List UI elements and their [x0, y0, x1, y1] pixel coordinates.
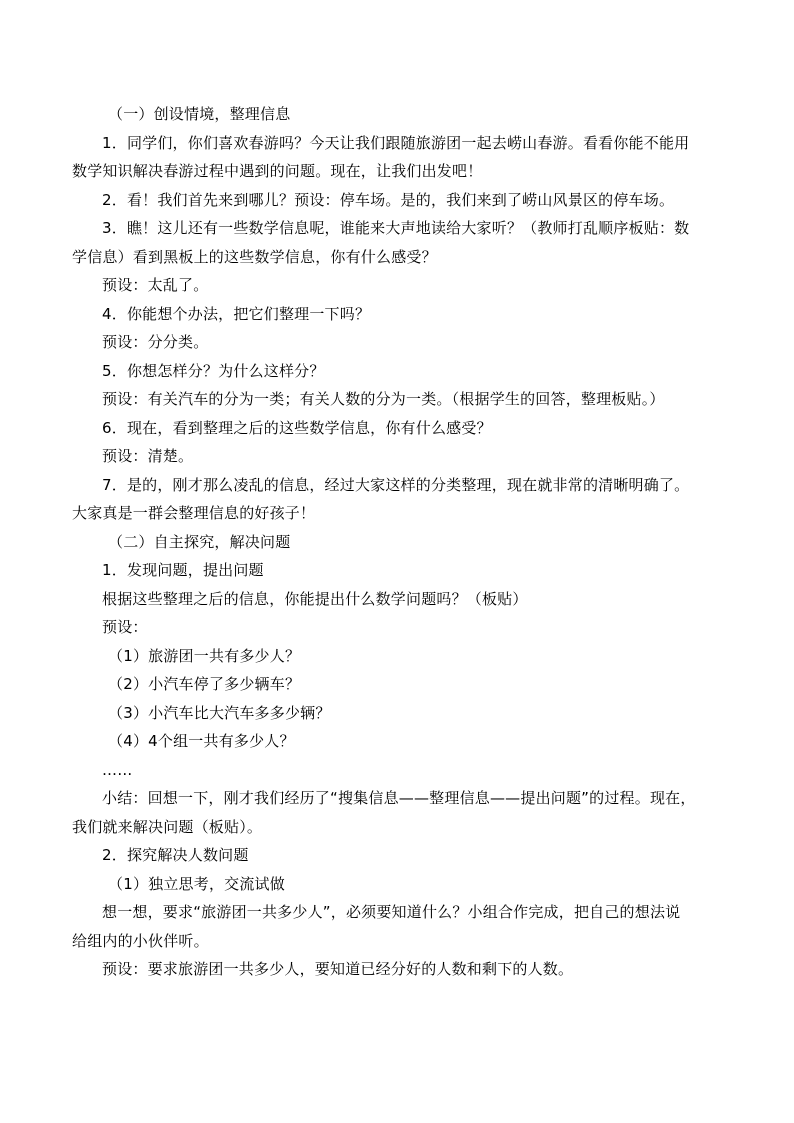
paragraph-line: 3．瞧！这儿还有一些数学信息呢，谁能来大声地读给大家听？（教师打乱顺序板贴：数 [102, 219, 690, 237]
paragraph-line: 预设：太乱了。 [102, 276, 209, 294]
paragraph-line: （4）4个组一共有多少人？ [108, 732, 295, 750]
paragraph-line: 预设：有关汽车的分为一类；有关人数的分为一类。（根据学生的回答，整理板贴。） [102, 390, 665, 408]
paragraph-line: 大家真是一群会整理信息的好孩子！ [72, 504, 316, 522]
paragraph-line: 预设： [102, 618, 148, 636]
paragraph-line: 1．发现问题，提出问题 [102, 561, 264, 579]
paragraph-line: 2．探究解决人数问题 [102, 846, 249, 864]
paragraph-line: 2．看！我们首先来到哪儿？预设：停车场。是的，我们来到了崂山风景区的停车场。 [102, 190, 675, 209]
paragraph-line: （1）独立思考，交流试做 [108, 874, 285, 893]
paragraph-line: 预设：清楚。 [102, 447, 194, 465]
paragraph-line: 6．现在，看到整理之后的这些数学信息，你有什么感受？ [102, 418, 492, 437]
paragraph-line: 根据这些整理之后的信息，你能提出什么数学问题吗？（板贴） [102, 589, 528, 608]
paragraph-line: （2）小汽车停了多少辆车？ [108, 675, 301, 693]
paragraph-line: 给组内的小伙伴听。 [72, 931, 209, 950]
document-body [72, 100, 722, 984]
paragraph-line: （一）创设情境，整理信息 [108, 105, 291, 123]
paragraph-line: 学信息）看到黑板上的这些数学信息，你有什么感受？ [72, 247, 437, 266]
paragraph-line: 预设：分分类。 [102, 333, 209, 351]
paragraph-line: …… [102, 760, 133, 779]
paragraph-line: 5．你想怎样分？为什么这样分？ [102, 361, 325, 380]
paragraph-line: （1）旅游团一共有多少人？ [108, 646, 301, 665]
paragraph-line: 小结：回想一下，刚才我们经历了“搜集信息——整理信息——提出问题”的过程。现在， [102, 789, 696, 807]
paragraph-line: 我们就来解决问题（板贴）。 [72, 817, 263, 836]
paragraph-line: 想一想，要求“旅游团一共多少人”，必须要知道什么？小组合作完成，把自己的想法说 [102, 903, 681, 921]
paragraph-line: 数学知识解决春游过程中遇到的问题。现在，让我们出发吧！ [72, 162, 483, 180]
paragraph-line: 预设：要求旅游团一共多少人，要知道已经分好的人数和剩下的人数。 [102, 960, 574, 978]
paragraph-line: （二）自主探究，解决问题 [108, 532, 291, 551]
paragraph-line: 7．是的，刚才那么凌乱的信息，经过大家这样的分类整理，现在就非常的清晰明确了。 [102, 475, 690, 494]
paragraph-line: （3）小汽车比大汽车多多少辆？ [108, 703, 331, 722]
paragraph-line: 1．同学们，你们喜欢春游吗？今天让我们跟随旅游团一起去崂山春游。看看你能不能用 [102, 133, 690, 152]
paragraph-line: 4．你能想个办法，把它们整理一下吗？ [102, 304, 371, 323]
